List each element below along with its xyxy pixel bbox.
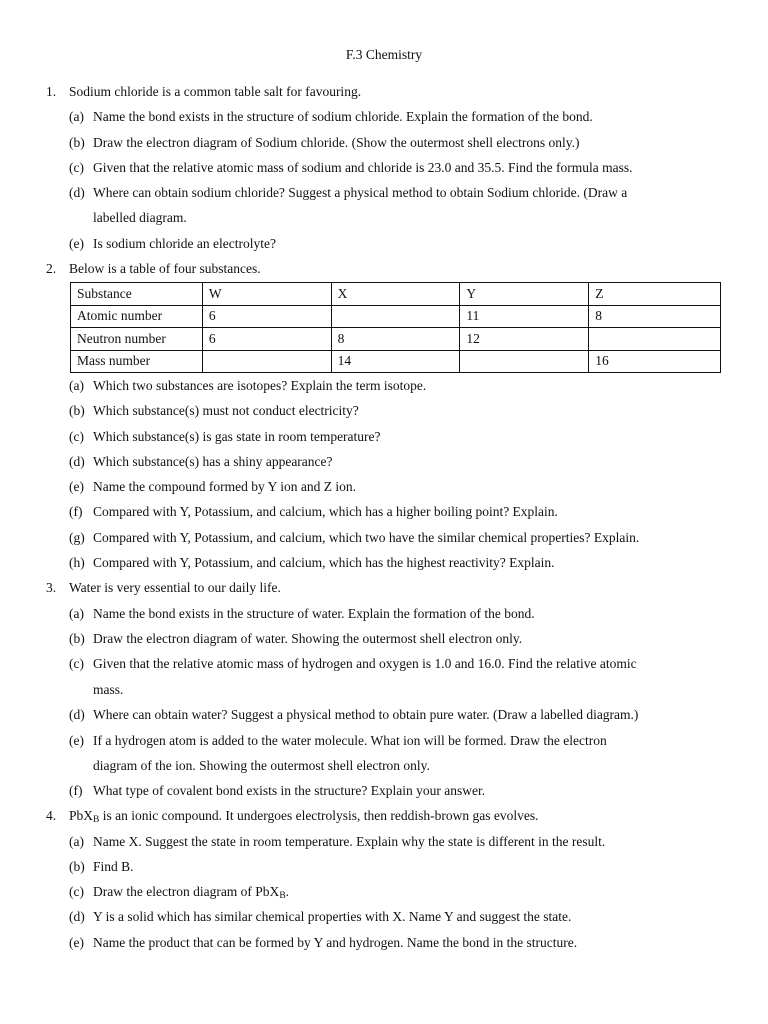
table-cell: 14 — [331, 350, 460, 373]
q3-part-b — [69, 631, 522, 647]
question-2 — [46, 261, 261, 277]
table-header-cell: Substance — [71, 283, 203, 306]
part-text: Draw the electron diagram of PbX — [93, 884, 280, 899]
question-3 — [46, 580, 281, 596]
part-label: (c) — [69, 429, 84, 444]
formula-main: PbX — [69, 808, 94, 823]
part-text: Given that the relative atomic mass of sodium and chloride is 23.0 and 35.5. Find the formula mass. — [93, 160, 633, 175]
table-header-cell: Z — [589, 283, 721, 306]
part-label: (b) — [69, 631, 85, 646]
q3-part-a — [69, 606, 535, 622]
q1-part-d — [69, 185, 627, 201]
q3-part-e-continued: diagram of the ion. Showing the outermost shell electron only. — [93, 758, 430, 773]
part-text: If a hydrogen atom is added to the water molecule. What ion will be formed. Draw the electron — [93, 733, 607, 748]
table-cell: 16 — [589, 350, 721, 373]
part-label: (a) — [69, 378, 84, 393]
part-label: (b) — [69, 859, 85, 874]
part-label: (a) — [69, 606, 84, 621]
table-header-cell: X — [331, 283, 460, 306]
part-text: Which substance(s) must not conduct electricity? — [93, 403, 359, 418]
table-cell: 8 — [589, 305, 721, 328]
table-cell — [460, 350, 589, 373]
table-cell: 8 — [331, 328, 460, 351]
table-row — [71, 305, 721, 328]
q4-part-b — [69, 859, 134, 875]
question-text: is an ionic compound. It undergoes electrolysis, then reddish-brown gas evolves. — [99, 808, 539, 823]
q2-part-c — [69, 429, 381, 445]
table-header-cell: Y — [460, 283, 589, 306]
table-cell — [589, 328, 721, 351]
part-text: Y is a solid which has similar chemical properties with X. Name Y and suggest the state. — [93, 909, 572, 924]
part-text: Name the compound formed by Y ion and Z ion. — [93, 479, 356, 494]
table-cell: Atomic number — [71, 305, 203, 328]
part-text: Which substance(s) has a shiny appearance? — [93, 454, 333, 469]
part-text: Where can obtain sodium chloride? Suggest a physical method to obtain Sodium chloride. (Draw a — [93, 185, 628, 200]
page-title: F.3 Chemistry — [345, 47, 423, 62]
part-text: Which two substances are isotopes? Explain the term isotope. — [93, 378, 427, 393]
table-cell: 11 — [460, 305, 589, 328]
q3-part-c — [69, 656, 637, 672]
question-text: Sodium chloride is a common table salt for favouring. — [69, 84, 362, 99]
substances-table — [70, 282, 721, 373]
part-text: Compared with Y, Potassium, and calcium, which has a higher boiling point? Explain. — [93, 504, 558, 519]
q4-part-a — [69, 834, 605, 850]
q1-part-c — [69, 160, 633, 176]
q2-part-d — [69, 454, 333, 470]
question-text: Water is very essential to our daily life. — [69, 580, 281, 595]
part-label: (c) — [69, 656, 84, 671]
part-text: What type of covalent bond exists in the structure? Explain your answer. — [93, 783, 486, 798]
part-label: (d) — [69, 185, 85, 200]
part-text: Name X. Suggest the state in room temperature. Explain why the state is different in the result. — [93, 834, 606, 849]
part-text: Is sodium chloride an electrolyte? — [93, 236, 276, 251]
table-header-cell: W — [202, 283, 331, 306]
table-header-row — [71, 283, 721, 306]
q2-part-b — [69, 403, 359, 419]
table-cell: 6 — [202, 305, 331, 328]
table-cell — [331, 305, 460, 328]
part-label: (e) — [69, 733, 84, 748]
q4-part-d — [69, 909, 571, 925]
question-number: 4. — [46, 808, 57, 823]
question-number: 2. — [46, 261, 57, 276]
part-label: (f) — [69, 504, 83, 519]
part-text: Name the product that can be formed by Y and hydrogen. Name the bond in the structure. — [93, 935, 578, 950]
part-text-end: . — [285, 884, 290, 899]
q3-part-c-continued: mass. — [93, 682, 124, 697]
part-label: (a) — [69, 109, 84, 124]
part-text: Compared with Y, Potassium, and calcium, which two have the similar chemical properties? Explain. — [93, 530, 640, 545]
part-text: Draw the electron diagram of Sodium chloride. (Show the outermost shell electrons only.) — [93, 135, 580, 150]
table-cell: Neutron number — [71, 328, 203, 351]
question-1 — [46, 84, 361, 100]
part-label: (g) — [69, 530, 85, 545]
q1-part-a — [69, 109, 593, 125]
table-row — [71, 328, 721, 351]
part-text: Given that the relative atomic mass of hydrogen and oxygen is 1.0 and 16.0. Find the relative atomic — [93, 656, 637, 671]
formula-subscript: B — [93, 815, 100, 825]
q3-part-f — [69, 783, 485, 799]
part-text: Name the bond exists in the structure of sodium chloride. Explain the formation of the bond. — [93, 109, 593, 124]
q1-part-d-continued: labelled diagram. — [93, 210, 187, 225]
part-text: Draw the electron diagram of water. Showing the outermost shell electron only. — [93, 631, 523, 646]
part-text: Compared with Y, Potassium, and calcium, which has the highest reactivity? Explain. — [93, 555, 555, 570]
question-text: Below is a table of four substances. — [69, 261, 261, 276]
question-number: 1. — [46, 84, 57, 99]
part-label: (f) — [69, 783, 83, 798]
part-text: Where can obtain water? Suggest a physical method to obtain pure water. (Draw a labelled diagram.) — [93, 707, 639, 722]
part-label: (d) — [69, 707, 85, 722]
table-row — [71, 350, 721, 373]
part-label: (e) — [69, 479, 84, 494]
part-label: (b) — [69, 135, 85, 150]
part-label: (a) — [69, 834, 84, 849]
question-number: 3. — [46, 580, 57, 595]
part-label: (e) — [69, 236, 84, 251]
q2-part-f — [69, 504, 558, 520]
part-text: Find B. — [93, 859, 134, 874]
question-4 — [46, 808, 539, 825]
part-label: (h) — [69, 555, 85, 570]
table-cell: 6 — [202, 328, 331, 351]
table-cell: 12 — [460, 328, 589, 351]
part-label: (d) — [69, 454, 85, 469]
part-label: (d) — [69, 909, 85, 924]
q4-part-e — [69, 935, 577, 951]
table-cell — [202, 350, 331, 373]
table-cell: Mass number — [71, 350, 203, 373]
part-text: Name the bond exists in the structure of water. Explain the formation of the bond. — [93, 606, 535, 621]
q2-part-h — [69, 555, 555, 571]
q1-part-b — [69, 135, 580, 151]
q3-part-e — [69, 733, 607, 749]
q1-part-e — [69, 236, 276, 252]
part-label: (c) — [69, 160, 84, 175]
q2-part-a — [69, 378, 426, 394]
q2-part-g — [69, 530, 639, 546]
q4-part-c — [69, 884, 289, 901]
part-label: (e) — [69, 935, 84, 950]
q3-part-d — [69, 707, 638, 723]
part-label: (c) — [69, 884, 84, 899]
q2-part-e — [69, 479, 356, 495]
part-label: (b) — [69, 403, 85, 418]
part-text: Which substance(s) is gas state in room temperature? — [93, 429, 381, 444]
formula-subscript: B — [279, 891, 286, 901]
